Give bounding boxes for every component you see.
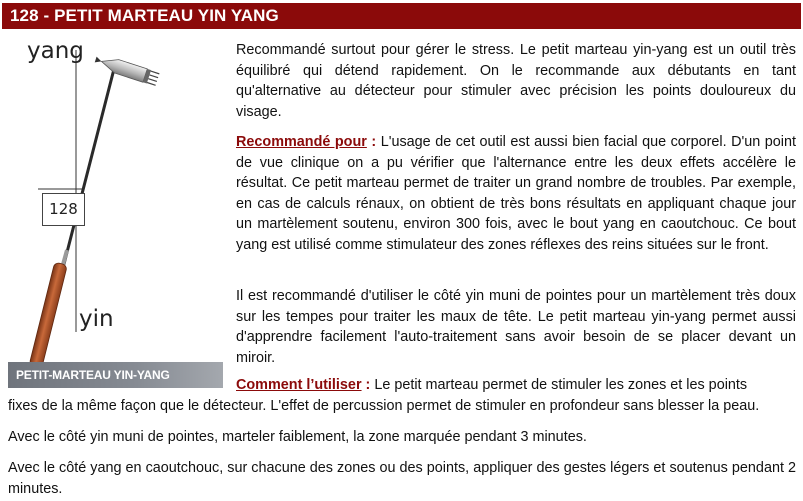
yin-instruction-text: Avec le côté yin muni de pointes, marteler faiblement, la zone marquée pendant 3 minutes. — [8, 429, 587, 445]
usage-paragraph — [236, 375, 796, 396]
wooden-handle — [29, 262, 67, 362]
hammer-head — [94, 53, 160, 86]
usage-lead: Comment l’utiliser — [236, 377, 362, 393]
intro-text: Recommandé surtout pour gérer le stress. Le petit marteau yin-yang est un outil très équilibré qui détend rapidement. On le recommande aux débutants en tant qu'alternative au détecteur pour stimuler avec précision les points douloureux du visage. — [236, 42, 796, 120]
yang-instruction-text: Avec le côté yang en caoutchouc, sur chacune des zones ou des points, appliquer des gestes légers et soutenus pendant 2 minutes. — [8, 460, 796, 497]
usage-continuation — [8, 396, 796, 417]
intro-paragraph — [236, 40, 796, 122]
yang-instruction-paragraph — [8, 458, 796, 499]
figure-caption: PETIT-MARTEAU YIN-YANG — [8, 362, 223, 388]
hammer-shaft — [64, 69, 114, 264]
usage-colon: : — [361, 377, 371, 393]
recommended-lead: Recommandé pour — [236, 134, 367, 150]
page-title: 128 - PETIT MARTEAU YIN YANG — [2, 3, 801, 29]
yang-label: yang — [27, 38, 84, 64]
yin-label: yin — [79, 306, 114, 332]
recommended-paragraph — [236, 132, 796, 255]
yin-side-paragraph — [236, 286, 796, 368]
hammer-illustration — [8, 36, 223, 362]
product-number-box: 128 — [42, 193, 85, 226]
recommended-colon: : — [366, 134, 377, 150]
usage-text-first: Le petit marteau permet de stimuler les zones et les points — [370, 377, 748, 393]
hammer-figure — [8, 36, 223, 388]
yin-side-text: Il est recommandé d'utiliser le côté yin muni de pointes pour un martèlement très doux sur les tempes pour traiter les maux de tête. Le petit marteau yin-yang permet aussi d'apprendre facilement l'auto-traitement sans avoir besoin de se placer devant un miroir. — [236, 288, 796, 366]
yin-instruction-paragraph — [8, 427, 796, 448]
usage-text-rest: fixes de la même façon que le détecteur. L'effet de percussion permet de stimuler en profondeur sans blesser la peau. — [8, 398, 760, 414]
recommended-text: L'usage de cet outil est aussi bien facial que corporel. D'un point de vue clinique on a pu vérifier que l'alternance entre les deux effets accélère le résultat. Ce petit marteau permet de traiter un grand nombre de troubles. Par exemple, en cas de calculs rénaux, on obtient de très bons résultats en appliquant chaque jour un martèlement soutenu, environ 300 fois, avec le bout yang en caoutchouc. Ce bout yang est utilisé comme stimulateur des zones réflexes des reins situées sur le front. — [236, 134, 796, 253]
